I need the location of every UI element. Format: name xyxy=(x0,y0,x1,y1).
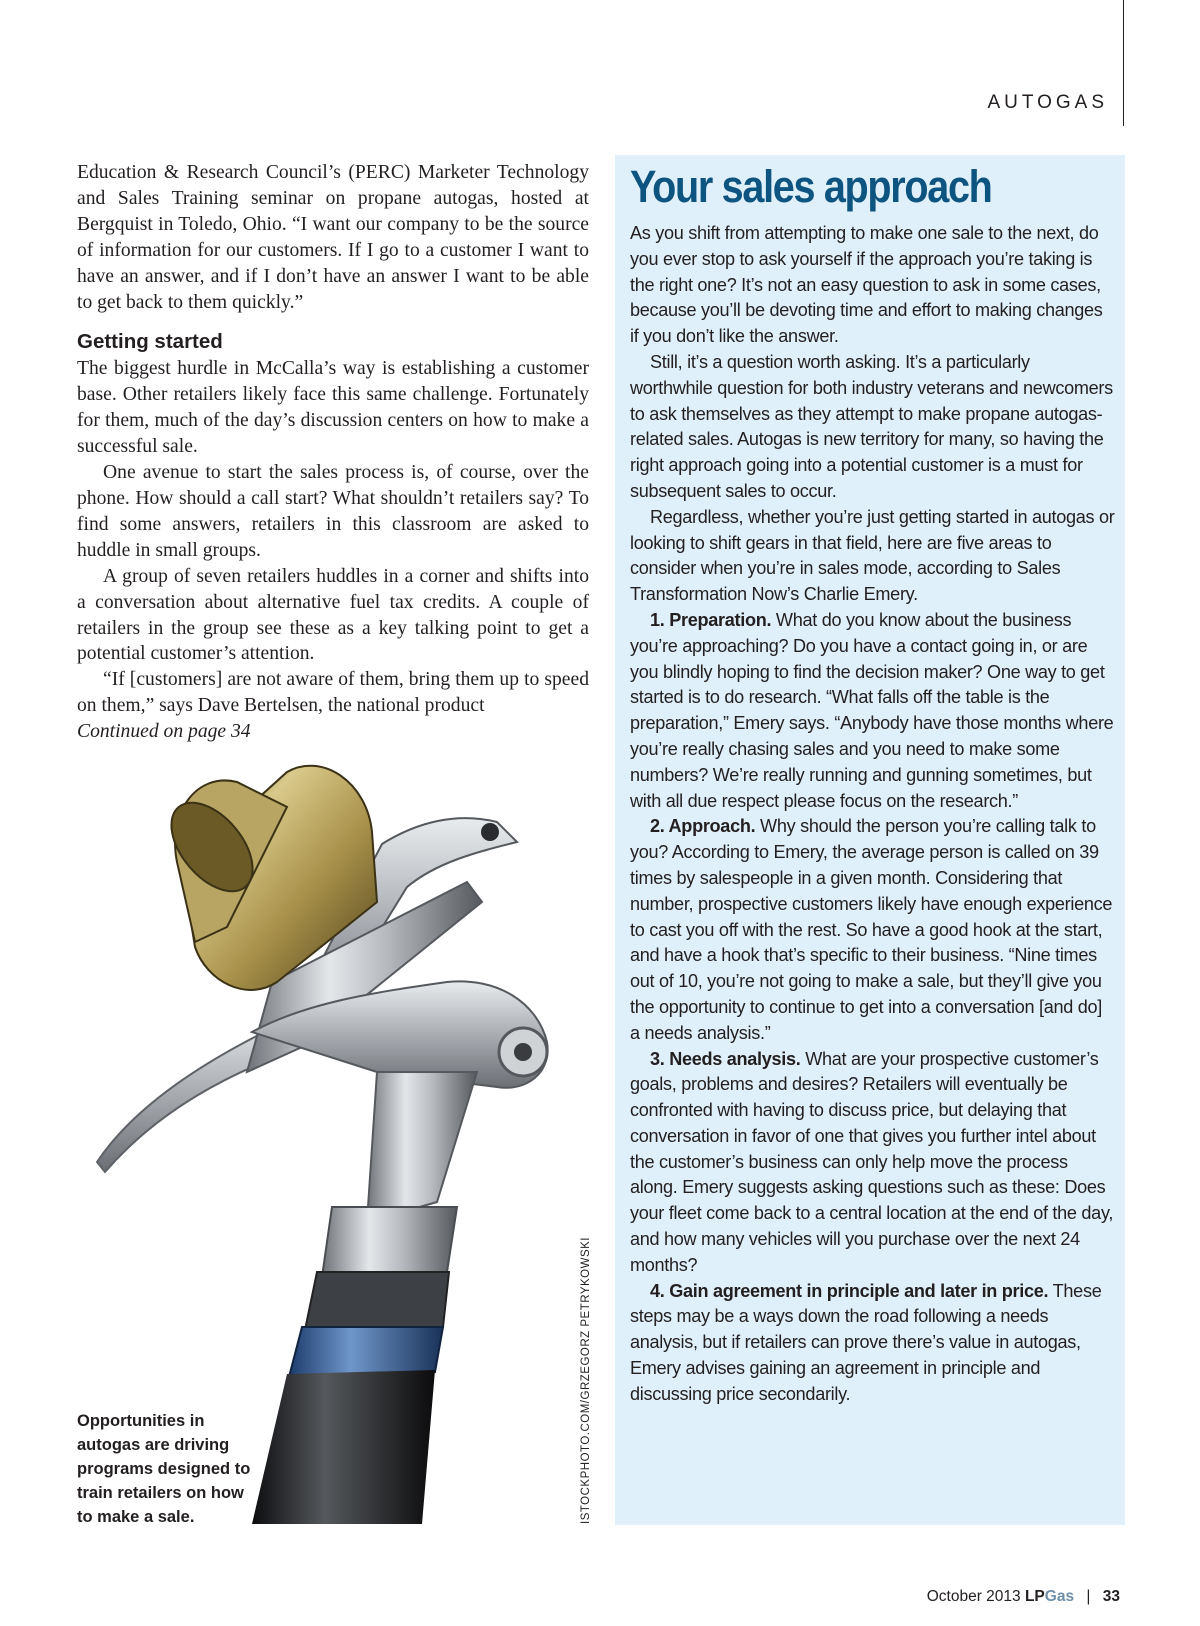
sidebar-item-label: 2. Approach. xyxy=(650,816,756,837)
sidebar-paragraph: As you shift from attempting to make one sale to the next, do you ever stop to ask yourself if the approach you’re taking is the right one? It’s not an easy question to ask in some cases, because you’ll be devoting time and effort to making changes if you don’t like the answer. xyxy=(630,223,1103,347)
photo-credit: ISTOCKPHOTO.COM/GRZEGORZ PETRYKOWSKI xyxy=(580,1236,592,1524)
magazine-brand-lp: LP xyxy=(1024,1588,1045,1605)
sidebar-item xyxy=(630,608,1115,814)
sidebar-item xyxy=(630,1047,1115,1279)
sidebar-title: Your sales approach xyxy=(630,161,992,212)
sidebar-paragraph: Still, it’s a question worth asking. It’s a particularly worthwhile question for both industry veterans and newcomers to ask themselves as they attempt to make propane autogas-related sales. Autogas is new territory for many, so having the right approach going into a potential customer is a must for subsequent sales to occur. xyxy=(630,351,1113,501)
sidebar-item xyxy=(630,1279,1115,1408)
sidebar-item-text: Why should the person you’re calling talk to you? According to Emery, the average person is called on 39 times by salespeople in a given month. Considering that number, prospective customers likely have enough experience to cast you off with the rest. So have a good hook at the start, and have a hook that’s specific to their business. “Nine times out of 10, you’re not going to make a sale, but they’ll give you the opportunity to continue to get into a conversation [and do] a needs analysis.” xyxy=(630,816,1113,1043)
body-paragraph: One avenue to start the sales process is, of course, over the phone. How should a call start? What shouldn’t retailers say? To find some answers, retailers in this classroom are asked to huddle in small groups. xyxy=(77,462,589,561)
magazine-brand-gas: Gas xyxy=(1044,1588,1075,1605)
body-paragraph: The biggest hurdle in McCalla’s way is establishing a customer base. Other retailers likely face this same challenge. Fortunately for them, much of the day’s discussion centers on how to make a successful sale. xyxy=(77,358,589,458)
page-number: 33 xyxy=(1102,1588,1120,1605)
intro-paragraph: Education & Research Council’s (PERC) Marketer Technology and Sales Training seminar on propane autogas, hosted at Bergquist in Toledo, Ohio. “I want our company to be the source of information for our customers. If I go to a customer I want to have an answer, and if I don’t have an answer I want to be able to get back to them quickly.” xyxy=(77,162,589,313)
sidebar-item-label: 4. Gain agreement in principle and later in price. xyxy=(650,1280,1049,1301)
article-column xyxy=(77,160,589,745)
sidebar-item xyxy=(630,814,1115,1046)
sidebar-item-label: 1. Preparation. xyxy=(650,609,772,630)
sidebar-item-text: These steps may be a ways down the road following a needs analysis, but if retailers can prove there’s value in autogas, Emery advises gaining an agreement in principle and discussing price secondarily. xyxy=(630,1280,1102,1404)
footer-separator: | xyxy=(1086,1588,1091,1605)
sidebar-paragraph: Regardless, whether you’re just getting started in autogas or looking to shift gears in that field, here are five areas to consider when you’re in sales mode, according to Sales Transformation Now’s Charlie Emery. xyxy=(630,506,1115,605)
page-footer xyxy=(927,1588,1120,1606)
subheading: Getting started xyxy=(77,330,223,354)
header-rule xyxy=(1123,0,1124,126)
issue-date: October 2013 xyxy=(926,1588,1021,1605)
sidebar-item-label: 3. Needs analysis. xyxy=(650,1048,801,1069)
photo-caption: Opportunities in autogas are driving programs designed to train retailers on how to make a sale. xyxy=(77,1412,251,1526)
body-paragraph: “If [customers] are not aware of them, bring them up to speed on them,” says Dave Bertelsen, the national product xyxy=(77,669,589,717)
sidebar-item-text: What are your prospective customer’s goals, problems and desires? Retailers will eventually be confronted with having to discuss price, but delaying that conversation in favor of one that gives you further intel about the customer’s business can only help move the process along. Emery suggests asking questions such as these: Does your fleet come back to a central location at the end of the day, and how many vehicles will you purchase over the next 24 months? xyxy=(630,1048,1114,1275)
sidebar-item-text: What do you know about the business you’re approaching? Do you have a contact going in, or are you blindly hoping to find the decision maker? One way to get started is to do research. “What falls off the table is the preparation,” Emery says. “Anybody have those months where you’re really chasing sales and you need to make some numbers? We’re really running and gunning sometimes, but with all due respect please focus on the research.” xyxy=(630,609,1114,811)
continued-link[interactable]: Continued on page 34 xyxy=(77,721,251,743)
section-label: AUTOGAS xyxy=(987,92,1108,113)
body-paragraph: A group of seven retailers huddles in a corner and shifts into a conversation about alternative fuel tax credits. A couple of retailers in the group see these as a key talking point to get a potential customer’s attention. xyxy=(77,565,589,665)
sales-approach-sidebar xyxy=(615,155,1125,1525)
